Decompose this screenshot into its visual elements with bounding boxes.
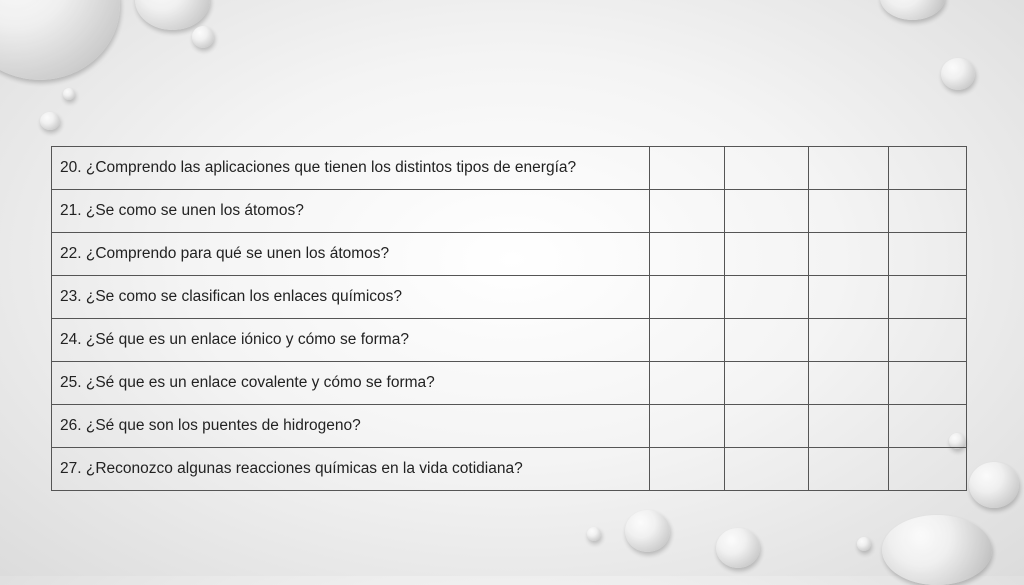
water-drop-decoration bbox=[880, 0, 945, 20]
water-drop-decoration bbox=[857, 537, 871, 551]
self-assessment-table bbox=[51, 146, 967, 491]
water-drop-decoration bbox=[882, 515, 992, 585]
answer-cell[interactable] bbox=[725, 319, 809, 362]
question-cell: 26. ¿Sé que son los puentes de hidrogeno? bbox=[52, 405, 650, 448]
answer-cell[interactable] bbox=[650, 362, 725, 405]
water-drop-decoration bbox=[192, 26, 214, 48]
answer-cell[interactable] bbox=[809, 405, 889, 448]
table-row bbox=[52, 233, 967, 276]
answer-cell[interactable] bbox=[650, 405, 725, 448]
answer-cell[interactable] bbox=[809, 319, 889, 362]
question-cell: 25. ¿Sé que es un enlace covalente y cómo se forma? bbox=[52, 362, 650, 405]
answer-cell[interactable] bbox=[725, 147, 809, 190]
answer-cell[interactable] bbox=[889, 147, 967, 190]
answer-cell[interactable] bbox=[889, 233, 967, 276]
water-drop-decoration bbox=[587, 527, 601, 541]
question-cell: 21. ¿Se como se unen los átomos? bbox=[52, 190, 650, 233]
answer-cell[interactable] bbox=[809, 233, 889, 276]
answer-cell[interactable] bbox=[650, 147, 725, 190]
answer-cell[interactable] bbox=[889, 405, 967, 448]
answer-cell[interactable] bbox=[809, 362, 889, 405]
water-drop-decoration bbox=[0, 0, 120, 80]
answer-cell[interactable] bbox=[650, 448, 725, 491]
answer-cell[interactable] bbox=[725, 448, 809, 491]
answer-cell[interactable] bbox=[809, 276, 889, 319]
answer-cell[interactable] bbox=[725, 276, 809, 319]
answer-cell[interactable] bbox=[809, 147, 889, 190]
water-drop-decoration bbox=[40, 112, 60, 130]
answer-cell[interactable] bbox=[809, 190, 889, 233]
answer-cell[interactable] bbox=[725, 190, 809, 233]
question-cell: 24. ¿Sé que es un enlace iónico y cómo se forma? bbox=[52, 319, 650, 362]
table-row bbox=[52, 319, 967, 362]
answer-cell[interactable] bbox=[889, 190, 967, 233]
water-drop-decoration bbox=[625, 510, 670, 552]
answer-cell[interactable] bbox=[650, 190, 725, 233]
water-drop-decoration bbox=[63, 88, 75, 100]
table-row bbox=[52, 190, 967, 233]
table-row bbox=[52, 405, 967, 448]
question-cell: 27. ¿Reconozco algunas reacciones químicas en la vida cotidiana? bbox=[52, 448, 650, 491]
answer-cell[interactable] bbox=[889, 448, 967, 491]
question-cell: 22. ¿Comprendo para qué se unen los átomos? bbox=[52, 233, 650, 276]
table-row bbox=[52, 362, 967, 405]
water-drop-decoration bbox=[969, 462, 1019, 508]
answer-cell[interactable] bbox=[725, 233, 809, 276]
answer-cell[interactable] bbox=[725, 405, 809, 448]
answer-cell[interactable] bbox=[650, 319, 725, 362]
answer-cell[interactable] bbox=[809, 448, 889, 491]
answer-cell[interactable] bbox=[650, 276, 725, 319]
table-row bbox=[52, 448, 967, 491]
answer-cell[interactable] bbox=[889, 362, 967, 405]
table-row bbox=[52, 147, 967, 190]
question-cell: 23. ¿Se como se clasifican los enlaces químicos? bbox=[52, 276, 650, 319]
answer-cell[interactable] bbox=[725, 362, 809, 405]
answer-cell[interactable] bbox=[650, 233, 725, 276]
answer-cell[interactable] bbox=[889, 276, 967, 319]
answer-cell[interactable] bbox=[889, 319, 967, 362]
water-drop-decoration bbox=[941, 58, 975, 90]
water-drop-decoration bbox=[716, 528, 760, 568]
question-cell: 20. ¿Comprendo las aplicaciones que tienen los distintos tipos de energía? bbox=[52, 147, 650, 190]
table-row bbox=[52, 276, 967, 319]
